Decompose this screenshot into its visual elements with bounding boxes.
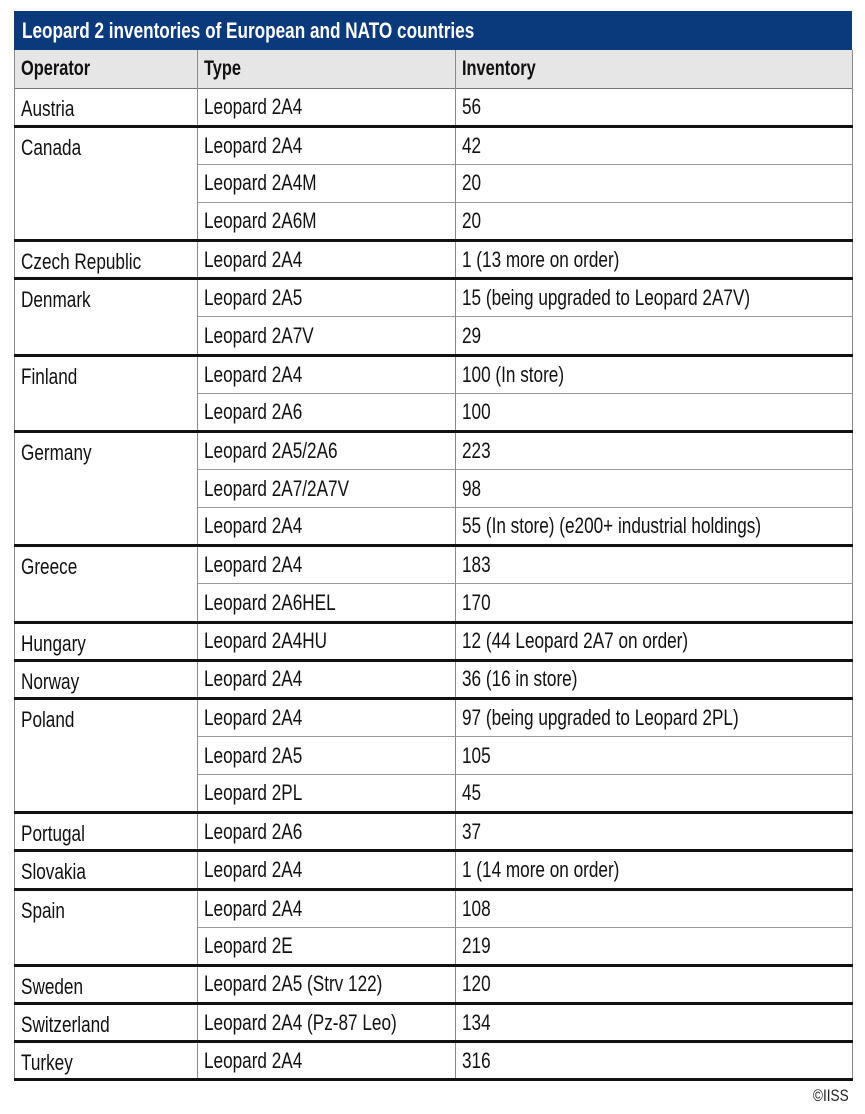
- type-cell: [198, 584, 456, 622]
- tank-type: Leopard 2A7V: [204, 322, 314, 348]
- inventory-value: 1 (14 more on order): [462, 857, 620, 883]
- column-header-type: Type: [198, 50, 456, 88]
- tank-type: Leopard 2A5: [204, 742, 303, 768]
- tank-type: Leopard 2A6HEL: [204, 589, 336, 615]
- operator-name: Austria: [21, 95, 75, 121]
- type-cell: [198, 279, 456, 317]
- tank-type: Leopard 2A6M: [204, 208, 317, 234]
- inventory-cell: [456, 203, 853, 241]
- inventory-cell: [456, 546, 853, 584]
- inventory-value: 120: [462, 971, 491, 997]
- inventory-cell: [456, 126, 853, 164]
- inventory-value: 183: [462, 552, 491, 578]
- inventory-cell: [456, 241, 853, 279]
- type-cell: [198, 775, 456, 813]
- table-body: [15, 88, 853, 1080]
- tank-type: Leopard 2A4HU: [204, 628, 328, 654]
- table-row: [15, 126, 853, 164]
- operator-cell: [15, 88, 198, 126]
- operator-name: Switzerland: [21, 1012, 110, 1038]
- operator-cell: [15, 126, 198, 240]
- table-row: [15, 965, 853, 1003]
- operator-cell: [15, 279, 198, 355]
- tank-type: Leopard 2A4: [204, 1047, 303, 1073]
- tank-type: Leopard 2A4: [204, 246, 303, 272]
- inventory-cell: [456, 279, 853, 317]
- inventory-value: 55 (In store) (e200+ industrial holdings): [462, 513, 762, 539]
- inventory-value: 219: [462, 932, 491, 958]
- inventory-cell: [456, 698, 853, 736]
- inventory-cell: [456, 470, 853, 508]
- type-cell: [198, 965, 456, 1003]
- column-header-inventory: Inventory: [456, 50, 853, 88]
- inventory-table: [14, 50, 853, 1081]
- table-row: [15, 889, 853, 927]
- operator-cell: [15, 622, 198, 660]
- inventory-cell: [456, 317, 853, 355]
- type-cell: [198, 1004, 456, 1042]
- inventory-value: 45: [462, 780, 482, 806]
- type-cell: [198, 126, 456, 164]
- table-row: [15, 1042, 853, 1080]
- tank-type: Leopard 2A4: [204, 361, 303, 387]
- inventory-value: 29: [462, 322, 482, 348]
- type-cell: [198, 660, 456, 698]
- tank-type: Leopard 2A6: [204, 398, 303, 424]
- inventory-value: 223: [462, 437, 491, 463]
- inventory-cell: [456, 1042, 853, 1080]
- inventory-value: 108: [462, 895, 491, 921]
- tank-type: Leopard 2A4 (Pz-87 Leo): [204, 1009, 397, 1035]
- table-row: [15, 660, 853, 698]
- type-cell: [198, 317, 456, 355]
- tank-type: Leopard 2PL: [204, 780, 303, 806]
- operator-name: Portugal: [21, 821, 85, 847]
- tank-type: Leopard 2A5 (Strv 122): [204, 971, 383, 997]
- table-row: [15, 279, 853, 317]
- inventory-cell: [456, 660, 853, 698]
- inventory-value: 36 (16 in store): [462, 666, 578, 692]
- tank-type: Leopard 2A5: [204, 285, 303, 311]
- table-row: [15, 431, 853, 469]
- table-row: [15, 1004, 853, 1042]
- type-cell: [198, 470, 456, 508]
- inventory-cell: [456, 622, 853, 660]
- operator-cell: [15, 813, 198, 851]
- tank-type: Leopard 2E: [204, 932, 293, 958]
- table-title-bar: [14, 11, 852, 50]
- operator-name: Poland: [21, 706, 75, 732]
- inventory-cell: [456, 393, 853, 431]
- tank-type: Leopard 2A4: [204, 704, 303, 730]
- column-header-operator: Operator: [15, 50, 198, 88]
- type-cell: [198, 508, 456, 546]
- inventory-cell: [456, 927, 853, 965]
- tank-type: Leopard 2A7/2A7V: [204, 475, 350, 501]
- inventory-cell: [456, 164, 853, 202]
- inventory-value: 1 (13 more on order): [462, 246, 620, 272]
- inventory-cell: [456, 355, 853, 393]
- inventory-value: 37: [462, 818, 482, 844]
- inventory-cell: [456, 889, 853, 927]
- header-row: [15, 50, 853, 88]
- operator-cell: [15, 889, 198, 965]
- table-row: [15, 241, 853, 279]
- tank-type: Leopard 2A5/2A6: [204, 437, 338, 463]
- inventory-cell: [456, 851, 853, 889]
- table-row: [15, 546, 853, 584]
- inventory-value: 134: [462, 1009, 491, 1035]
- type-cell: [198, 203, 456, 241]
- table-row: [15, 698, 853, 736]
- table-row: [15, 851, 853, 889]
- type-cell: [198, 431, 456, 469]
- operator-name: Sweden: [21, 973, 84, 999]
- operator-name: Spain: [21, 897, 65, 923]
- inventory-value: 12 (44 Leopard 2A7 on order): [462, 628, 689, 654]
- tank-type: Leopard 2A4M: [204, 170, 317, 196]
- table-row: [15, 355, 853, 393]
- tank-type: Leopard 2A4: [204, 132, 303, 158]
- inventory-value: 20: [462, 208, 482, 234]
- inventory-value: 97 (being upgraded to Leopard 2PL): [462, 704, 739, 730]
- operator-name: Finland: [21, 363, 78, 389]
- operator-name: Hungary: [21, 630, 86, 656]
- tank-type: Leopard 2A4: [204, 895, 303, 921]
- inventory-cell: [456, 775, 853, 813]
- type-cell: [198, 851, 456, 889]
- type-cell: [198, 546, 456, 584]
- inventory-value: 56: [462, 93, 482, 119]
- operator-cell: [15, 546, 198, 622]
- operator-name: Germany: [21, 439, 92, 465]
- operator-name: Czech Republic: [21, 249, 142, 275]
- operator-cell: [15, 698, 198, 812]
- type-cell: [198, 813, 456, 851]
- type-cell: [198, 393, 456, 431]
- operator-name: Greece: [21, 554, 78, 580]
- type-cell: [198, 698, 456, 736]
- table-row: [15, 88, 853, 126]
- operator-cell: [15, 241, 198, 279]
- inventory-value: 316: [462, 1047, 491, 1073]
- inventory-cell: [456, 584, 853, 622]
- inventory-cell: [456, 431, 853, 469]
- inventory-value: 100: [462, 398, 491, 424]
- inventory-cell: [456, 813, 853, 851]
- type-cell: [198, 1042, 456, 1080]
- operator-cell: [15, 965, 198, 1003]
- type-cell: [198, 737, 456, 775]
- inventory-value: 42: [462, 132, 482, 158]
- operator-cell: [15, 851, 198, 889]
- type-cell: [198, 889, 456, 927]
- table-row: [15, 813, 853, 851]
- inventory-value: 98: [462, 475, 482, 501]
- inventory-value: 100 (In store): [462, 361, 565, 387]
- tank-type: Leopard 2A4: [204, 93, 303, 119]
- operator-name: Canada: [21, 134, 82, 160]
- inventory-cell: [456, 88, 853, 126]
- table-row: [15, 622, 853, 660]
- operator-cell: [15, 660, 198, 698]
- operator-name: Turkey: [21, 1050, 73, 1076]
- type-cell: [198, 927, 456, 965]
- tank-type: Leopard 2A4: [204, 666, 303, 692]
- operator-cell: [15, 1004, 198, 1042]
- operator-name: Denmark: [21, 287, 91, 313]
- inventory-table-container: [14, 11, 852, 1081]
- type-cell: [198, 355, 456, 393]
- operator-name: Slovakia: [21, 859, 86, 885]
- inventory-cell: [456, 1004, 853, 1042]
- copyright-credit: ©IISS: [813, 1086, 849, 1105]
- operator-name: Norway: [21, 668, 80, 694]
- tank-type: Leopard 2A4: [204, 857, 303, 883]
- inventory-cell: [456, 508, 853, 546]
- inventory-cell: [456, 965, 853, 1003]
- inventory-value: 105: [462, 742, 491, 768]
- tank-type: Leopard 2A4: [204, 552, 303, 578]
- type-cell: [198, 164, 456, 202]
- type-cell: [198, 622, 456, 660]
- inventory-value: 170: [462, 589, 491, 615]
- table-title: Leopard 2 inventories of European and NATO countries: [22, 17, 475, 43]
- type-cell: [198, 88, 456, 126]
- inventory-value: 15 (being upgraded to Leopard 2A7V): [462, 285, 751, 311]
- operator-cell: [15, 1042, 198, 1080]
- inventory-value: 20: [462, 170, 482, 196]
- operator-cell: [15, 355, 198, 431]
- type-cell: [198, 241, 456, 279]
- operator-cell: [15, 431, 198, 545]
- tank-type: Leopard 2A4: [204, 513, 303, 539]
- inventory-cell: [456, 737, 853, 775]
- tank-type: Leopard 2A6: [204, 818, 303, 844]
